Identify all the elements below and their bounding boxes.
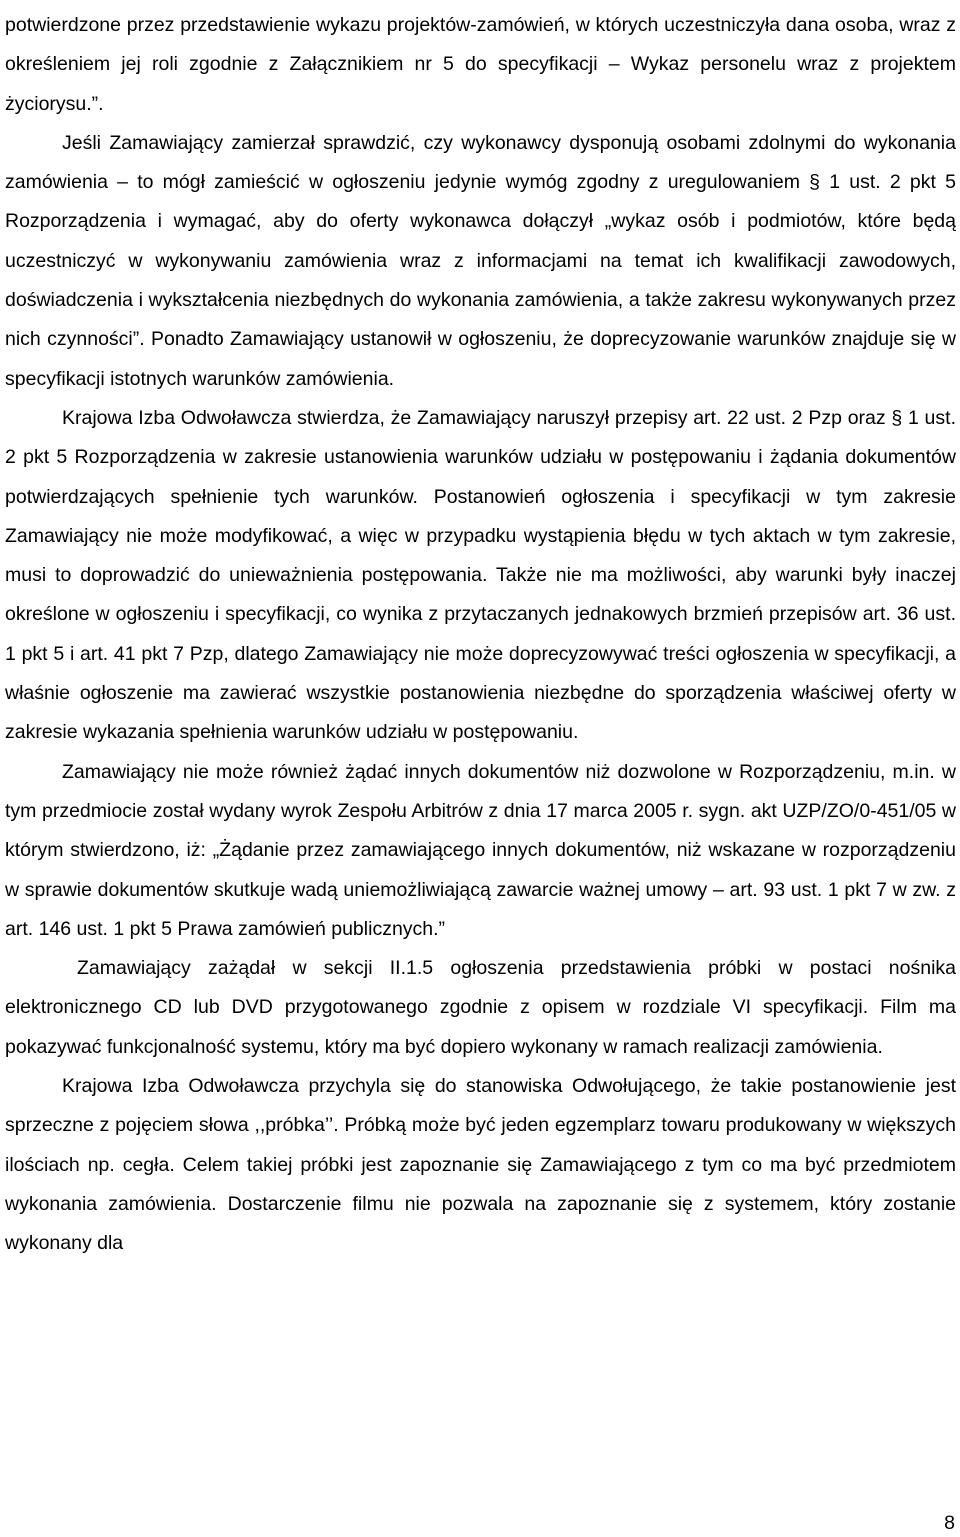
page-number: 8 — [944, 1512, 955, 1534]
paragraph-2: Jeśli Zamawiający zamierzał sprawdzić, czy wykonawcy dysponują osobami zdolnymi do wykonania zamówienia – to mógł zamieścić w ogłoszeniu jedynie wymóg zgodny z uregulowaniem § 1 ust. 2 pkt 5 Rozporządzenia i wymagać, aby do oferty wykonawca dołączył „wykaz osób i podmiotów, które będą uczestniczyć w wykonywaniu zamówienia wraz z informacjami na temat ich kwalifikacji zawodowych, doświadczenia i wykształcenia niezbędnych do wykonania zamówienia, a także zakresu wykonywanych przez nich czynności”. Ponadto Zamawiający ustanowił w ogłoszeniu, że doprecyzowanie warunków znajduje się w specyfikacji istotnych warunków zamówienia. — [5, 131, 956, 390]
paragraph-5: Zamawiający zażądał w sekcji II.1.5 ogłoszenia przedstawienia próbki w postaci nośnika elektronicznego CD lub DVD przygotowanego zgodnie z opisem w rozdziale VI specyfikacji. Film ma pokazywać funkcjonalność systemu, który ma być dopiero wykonany w ramach realizacji zamówienia. — [5, 957, 956, 1058]
paragraph-1: potwierdzone przez przedstawienie wykazu projektów-zamówień, w których uczestniczyła dana osoba, wraz z określeniem jej roli zgodnie z Załącznikiem nr 5 do specyfikacji – Wykaz personelu wraz z projektem życiorysu.”. — [5, 14, 956, 115]
paragraph-6: Krajowa Izba Odwoławcza przychyla się do stanowiska Odwołującego, że takie postanowienie jest sprzeczne z pojęciem słowa ,,próbka’’. Próbką może być jeden egzemplarz towaru produkowany w większych ilościach np. cegła. Celem takiej próbki jest zapoznanie się Zamawiającego z tym co ma być przedmiotem wykonania zamówienia. Dostarczenie filmu nie pozwala na zapoznanie się z systemem, który zostanie wykonany dla — [5, 1075, 956, 1255]
document-page — [5, 6, 956, 1264]
paragraph-4: Zamawiający nie może również żądać innych dokumentów niż dozwolone w Rozporządzeniu, m.in. w tym przedmiocie został wydany wyrok Zespołu Arbitrów z dnia 17 marca 2005 r. sygn. akt UZP/ZO/0-451/05 w którym stwierdzono, iż: „Żądanie przez zamawiającego innych dokumentów, niż wskazane w rozporządzeniu w sprawie dokumentów skutkuje wadą uniemożliwiającą zawarcie ważnej umowy – art. 93 ust. 1 pkt 7 w zw. z art. 146 ust. 1 pkt 5 Prawa zamówień publicznych.” — [5, 760, 956, 940]
paragraph-3: Krajowa Izba Odwoławcza stwierdza, że Zamawiający naruszył przepisy art. 22 ust. 2 Pzp oraz § 1 ust. 2 pkt 5 Rozporządzenia w zakresie ustanowienia warunków udziału w postępowaniu i żądania dokumentów potwierdzających spełnienie tych warunków. Postanowień ogłoszenia i specyfikacji w tym zakresie Zamawiający nie może modyfikować, a więc w przypadku wystąpienia błędu w tych aktach w tym zakresie, musi to doprowadzić do unieważnienia postępowania. Także nie ma możliwości, aby warunki były inaczej określone w ogłoszeniu i specyfikacji, co wynika z przytaczanych jednakowych brzmień przepisów art. 36 ust. 1 pkt 5 i art. 41 pkt 7 Pzp, dlatego Zamawiający nie może doprecyzowywać treści ogłoszenia w specyfikacji, a właśnie ogłoszenie ma zawierać wszystkie postanowienia niezbędne do sporządzenia właściwej oferty w zakresie wykazania spełnienia warunków udziału w postępowaniu. — [5, 406, 956, 744]
